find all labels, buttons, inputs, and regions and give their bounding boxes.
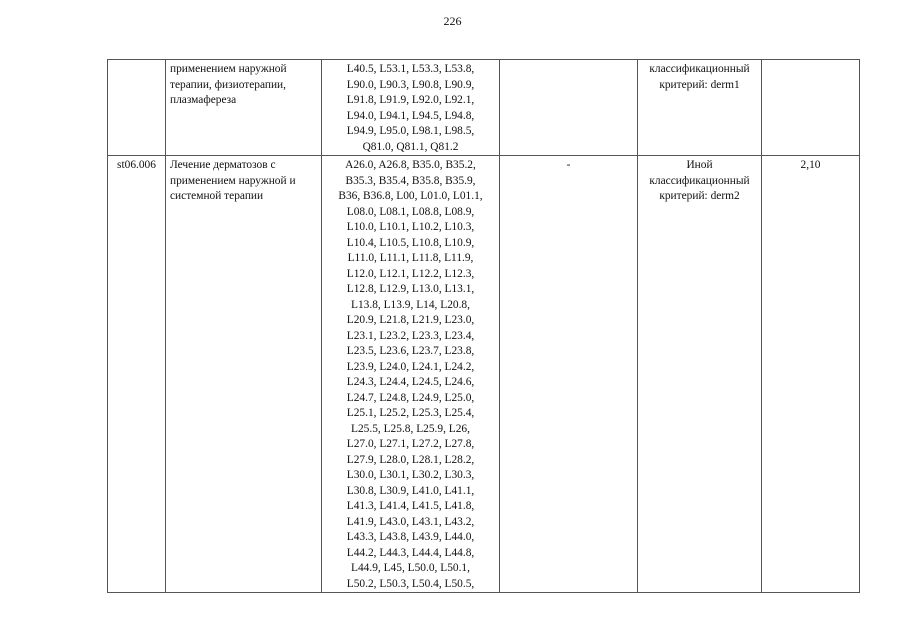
group-code-cell — [108, 60, 166, 156]
icd-line: L23.9, L24.0, L24.1, L24.2, — [346, 360, 475, 373]
coefficient-value: 2,10 — [800, 159, 821, 171]
icd-line: L44.2, L44.3, L44.4, L44.8, — [346, 546, 475, 559]
icd-line: L13.8, L13.9, L14, L20.8, — [351, 298, 470, 311]
criterion-line: Иной — [686, 159, 713, 171]
icd-codes-cell — [322, 60, 500, 156]
group-name-cell — [166, 156, 322, 593]
icd-line: L10.4, L10.5, L10.8, L10.9, — [346, 236, 475, 249]
group-code-cell — [108, 156, 166, 593]
coefficient-cell — [762, 156, 860, 593]
criterion-cell — [638, 60, 762, 156]
icd-codes-cell — [322, 156, 500, 593]
icd-line: L24.7, L24.8, L24.9, L25.0, — [346, 391, 475, 404]
icd-line: L08.0, L08.1, L08.8, L08.9, — [346, 205, 475, 218]
icd-line: Q81.0, Q81.1, Q81.2 — [362, 140, 459, 153]
icd-line: L43.3, L43.8, L43.9, L44.0, — [346, 531, 475, 543]
icd-line: L90.0, L90.3, L90.8, L90.9, — [346, 78, 475, 91]
icd-line: A26.0, A26.8, B35.0, B35.2, — [345, 159, 476, 171]
icd-line: L91.8, L91.9, L92.0, L92.1, — [346, 94, 475, 106]
icd-line: L50.2, L50.3, L50.4, L50.5, — [346, 577, 475, 590]
tariff-table — [107, 59, 860, 593]
icd-line: L94.9, L95.0, L98.1, L98.5, — [346, 125, 475, 137]
criterion-cell — [638, 156, 762, 593]
icd-line: L23.1, L23.2, L23.3, L23.4, — [346, 329, 475, 342]
name-line: системной терапии — [170, 190, 264, 202]
icd-line: L30.0, L30.1, L30.2, L30.3, — [346, 469, 475, 481]
name-line: применением наружной — [170, 63, 287, 75]
extra-codes-cell — [500, 60, 638, 156]
coefficient-cell — [762, 60, 860, 156]
icd-line: L25.1, L25.2, L25.3, L25.4, — [346, 407, 475, 419]
table-row — [108, 156, 860, 593]
icd-line: L27.0, L27.1, L27.2, L27.8, — [346, 438, 475, 450]
icd-line: L20.9, L21.8, L21.9, L23.0, — [346, 314, 475, 326]
extra-codes-dash: - — [566, 159, 571, 171]
icd-line: L44.9, L45, L50.0, L50.1, — [351, 562, 470, 574]
icd-line: L23.5, L23.6, L23.7, L23.8, — [346, 345, 475, 357]
table-row — [108, 60, 860, 156]
icd-line: L12.8, L12.9, L13.0, L13.1, — [346, 283, 475, 295]
icd-line: L12.0, L12.1, L12.2, L12.3, — [346, 267, 475, 280]
icd-line: B35.3, B35.4, B35.8, B35.9, — [345, 174, 476, 187]
criterion-line: критерий: derm2 — [659, 190, 740, 202]
extra-codes-cell — [500, 156, 638, 593]
icd-line: L41.3, L41.4, L41.5, L41.8, — [346, 500, 475, 512]
icd-line: L25.5, L25.8, L25.9, L26, — [351, 422, 470, 435]
icd-line: L41.9, L43.0, L43.1, L43.2, — [346, 515, 475, 528]
icd-line: L10.0, L10.1, L10.2, L10.3, — [346, 221, 475, 233]
icd-line: L27.9, L28.0, L28.1, L28.2, — [346, 453, 475, 466]
page-number: 226 — [443, 14, 462, 28]
name-line: применением наружной и — [170, 174, 296, 187]
name-line: терапии, физиотерапии, — [170, 78, 287, 91]
icd-line: B36, B36.8, L00, L01.0, L01.1, — [338, 190, 483, 202]
criterion-line: критерий: derm1 — [659, 78, 740, 91]
icd-line: L11.0, L11.1, L11.8, L11.9, — [347, 252, 474, 264]
name-line: Лечение дерматозов с — [170, 159, 276, 171]
group-name-cell — [166, 60, 322, 156]
icd-line: L24.3, L24.4, L24.5, L24.6, — [346, 376, 475, 388]
icd-line: L40.5, L53.1, L53.3, L53.8, — [346, 63, 475, 75]
group-code: st06.006 — [117, 159, 156, 171]
name-line: плазмафереза — [170, 94, 237, 106]
icd-line: L30.8, L30.9, L41.0, L41.1, — [346, 484, 475, 497]
criterion-line: классификационный — [649, 63, 750, 75]
criterion-line: классификационный — [649, 174, 750, 187]
icd-line: L94.0, L94.1, L94.5, L94.8, — [346, 109, 475, 122]
